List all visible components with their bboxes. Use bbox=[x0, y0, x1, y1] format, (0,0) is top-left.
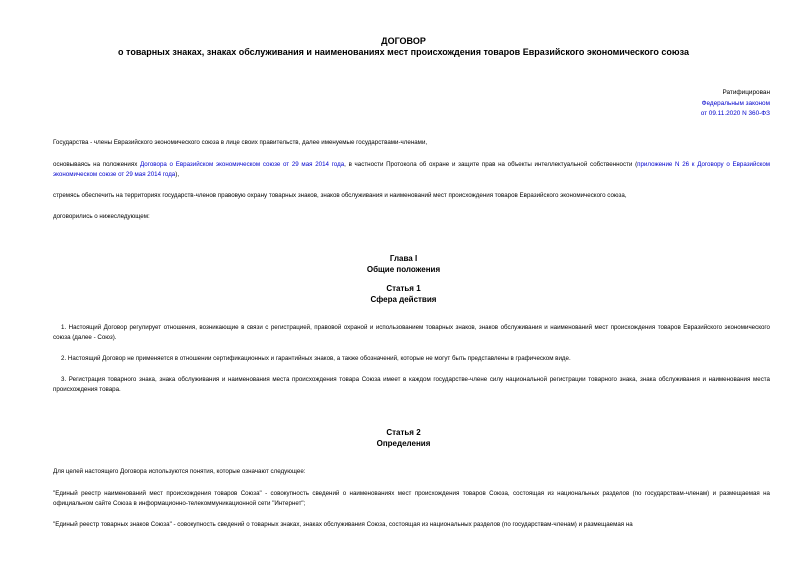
preamble-p3-text: стремясь обеспечить на территориях государств-членов правовую охрану товарных знаков, знаков обслуживания и наименований мест происхождения товаров Евразийского экономического союза, bbox=[53, 192, 627, 199]
annex-26-link[interactable]: приложение N 26 к Договору о Евразийском экономическом союзе от 29 мая 2014 года bbox=[53, 161, 771, 179]
article-1-p2-text: 2. Настоящий Договор не применяется в отношении сертификационных и гарантийных знаков, а также обозначений, которые не могут быть представлены в графическом виде. bbox=[61, 355, 571, 362]
article-1-paragraph-3 bbox=[53, 375, 770, 395]
preamble-paragraph-1 bbox=[53, 138, 770, 148]
article-1-paragraph-2 bbox=[53, 354, 770, 364]
ratification-law-link[interactable]: Федеральным законом bbox=[701, 99, 770, 107]
preamble-paragraph-4 bbox=[53, 212, 770, 222]
ratification-date-link[interactable]: от 09.11.2020 N 360-ФЗ bbox=[700, 110, 770, 117]
chapter-1-title: Общие положения bbox=[366, 265, 441, 274]
article-2-heading: Статья 2 bbox=[386, 428, 421, 437]
article-1-heading: Статья 1 bbox=[386, 284, 421, 293]
preamble-p2-text-a: основываясь на положениях bbox=[53, 161, 141, 168]
preamble-p2-text-b: , в частности Протокола об охране и защите прав на объекты интеллектуальной собственности ( bbox=[344, 161, 638, 168]
eaeu-treaty-link[interactable]: Договора о Евразийском экономическом союзе от 29 мая 2014 года bbox=[140, 161, 345, 168]
preamble-p2-text-c: ), bbox=[175, 171, 180, 179]
preamble-paragraph-3 bbox=[53, 191, 770, 201]
article-2-paragraph-3 bbox=[53, 520, 770, 530]
article-2-p2-text: "Единый реестр наименований мест происхождения товаров Союза" - совокупность сведений о наименованиях мест происхождения товаров Союза, состоящая из национальных разделов (по государствам-членам) и размещаемая на официальном сайте Союза в информационно-телекоммуникационной сети "Интернет"; bbox=[53, 490, 770, 508]
article-2-p1-text: Для целей настоящего Договора используются понятия, которые означают следующее: bbox=[53, 468, 306, 475]
preamble-p4-text: договорились о нижеследующем: bbox=[53, 213, 150, 220]
ratification-block bbox=[701, 88, 770, 120]
article-2-title: Определения bbox=[376, 439, 431, 448]
chapter-1-heading: Глава I bbox=[389, 254, 418, 263]
article-2-p3-text: "Единый реестр товарных знаков Союза" - совокупность сведений о товарных знаках, знаках обслуживания Союза, состоящая из национальных разделов (по государствам-членам) и размещаемая на bbox=[53, 521, 633, 528]
article-1-paragraph-1 bbox=[53, 323, 770, 343]
article-1-p1-text: 1. Настоящий Договор регулирует отношения, возникающие в связи с регистрацией, правовой охраной и использованием товарных знаков, знаков обслуживания и наименований мест происхождения товаров Евразийского экономического союза (далее - Союз). bbox=[53, 324, 770, 342]
document-title: ДОГОВОР bbox=[381, 36, 426, 46]
article-1-title: Сфера действия bbox=[370, 295, 437, 304]
article-2-paragraph-1 bbox=[53, 467, 770, 477]
preamble-p1-text: Государства - члены Евразийского экономического союза в лице своих правительств, далее именуемые государствами-членами, bbox=[53, 139, 428, 146]
article-2-paragraph-2 bbox=[53, 489, 770, 509]
preamble-paragraph-2 bbox=[53, 160, 770, 180]
ratification-line-1: Ратифицирован bbox=[722, 89, 770, 96]
document-subtitle: о товарных знаках, знаках обслуживания и наименованиях мест происхождения товаров Евразийского экономического союза bbox=[118, 47, 689, 57]
article-1-p3-text: 3. Регистрация товарного знака, знака обслуживания и наименования места происхождения товара Союза имеет в каждом государстве-члене силу национальной регистрации товарного знака, знака обслуживания и наименования места происхождения товара. bbox=[53, 376, 770, 394]
